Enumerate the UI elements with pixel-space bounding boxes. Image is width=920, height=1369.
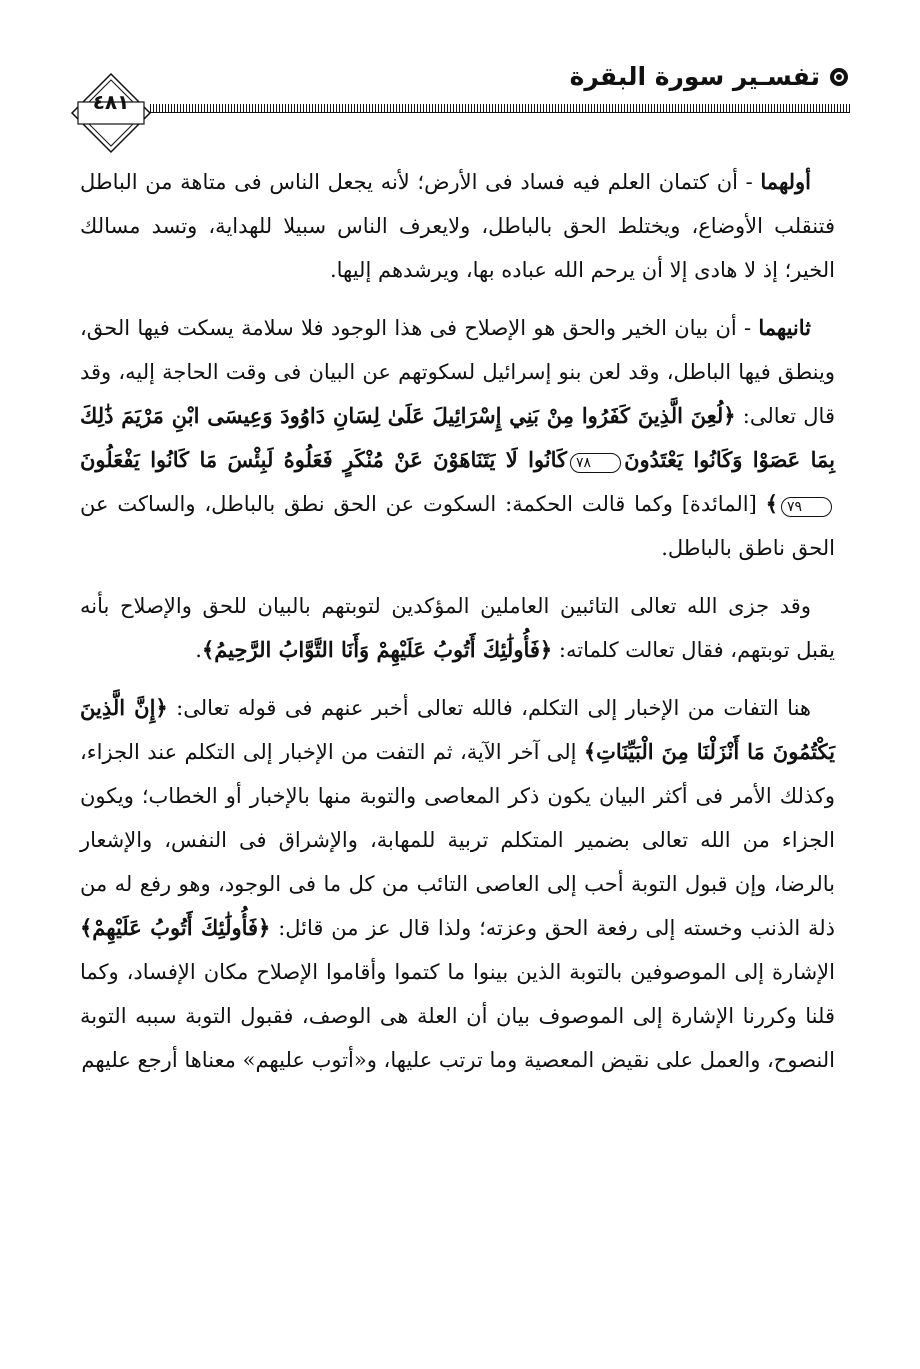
header-title-row (570, 62, 850, 91)
paragraph-lead: ثانيهما (758, 315, 811, 340)
quran-verse: ﴿لُعِنَ الَّذِينَ كَفَرُوا مِنْ بَنِي إِسْرَائِيلَ عَلَىٰ لِسَانِ دَاوُودَ وَعِيسَى ابْنِ مَرْيَمَ ذَٰلِكَ بِمَا عَصَوْا وَكَانُوا يَعْتَدُونَ (80, 403, 835, 472)
page-number: ٤٨١ (92, 90, 130, 114)
paragraph-1 (80, 160, 835, 292)
paragraph-4 (80, 686, 835, 1082)
paragraph-text: وقد جزى الله تعالى التائبين العاملين المؤكدين لتوبتهم بالبيان للحق والإصلاح بأنه يقبل توبتهم، فقال تعالت كلماته: (80, 594, 835, 662)
running-title: تفسـير سورة البقرة (569, 62, 820, 91)
ayah-number-marker: ٧٨ (570, 453, 621, 473)
paragraph-text: - أن كتمان العلم فيه فساد فى الأرض؛ لأنه يجعل الناس فى متاهة من الباطل فتنقلب الأوضاع، ويختلط الحق بالباطل، ولايعرف الناس سبيلا للهداية، وتسد مسالك الخير؛ إذ لا هادى إلا أن يرحم الله عباده بها، ويرشدهم إليها. (80, 170, 835, 282)
paragraph-text: - أن بيان الخير والحق هو الإصلاح فى هذا الوجود فلا سلامة يسكت فيها الحق، وينطق فيها الباطل، وقد لعن بنو إسرائيل لسكوتهم عن البيان فى وقت الحاجة إليه، وقد قال تعالى: (80, 316, 835, 428)
quran-verse: ﴿فَأُولَٰئِكَ أَتُوبُ عَلَيْهِمْ وَأَنَا التَّوَّابُ الرَّحِيمُ﴾ (201, 637, 553, 662)
verse-close-bracket: ﴾ (765, 491, 778, 516)
ayah-number-marker: ٧٩ (781, 497, 832, 517)
header-rule-line (150, 112, 850, 113)
paragraph-text: [المائدة] وكما قالت الحكمة: السكوت عن الحق نطق بالباطل، والساكت عن الحق ناطق بالباطل. (80, 492, 835, 560)
page-body (80, 160, 835, 1096)
paragraph-2 (80, 306, 835, 570)
paragraph-3 (80, 584, 835, 672)
paragraph-lead: أولهما (760, 169, 811, 194)
quran-verse: كَانُوا لَا يَتَنَاهَوْنَ عَنْ مُنْكَرٍ فَعَلُوهُ لَبِئْسَ مَا كَانُوا يَفْعَلُونَ (80, 447, 568, 472)
paragraph-text: إلى آخر الآية، ثم التفت من الإخبار إلى التكلم عند الجزاء، وكذلك الأمر فى أكثر البيان يكون ذكر المعاصى والتوبة منها بالإخبار أو الخطاب؛ ويكون الجزاء من الله تعالى بضمير المتكلم تربية للمهابة، والإشراق فى النفس، والإشعار بالرضا، وإن قبول التوبة أحب إلى العاصى التائب من كل ما فى الوجود، وهو رفع له من ذلة الذنب وخسته إلى رفعة الحق وعزته؛ ولذا قال عز من قائل: (80, 740, 836, 940)
header-rule (150, 104, 850, 112)
page-header (70, 50, 850, 160)
paragraph-text: الإشارة إلى الموصوفين بالتوبة الذين بينوا ما كتموا وأقاموا الإصلاح مكان الإفساد، وكما قلنا وكررنا الإشارة إلى الموصوف بيان أن العلة هى الوصف، فقبول التوبة سببه التوبة النصوح، والعمل على نقيض المعصية وما ترتب عليها، و«أتوب عليهم» معناها أرجع عليهم (80, 960, 835, 1072)
quran-verse: ﴿إِنَّ الَّذِينَ يَكْتُمُونَ مَا أَنْزَلْنَا مِنَ الْبَيِّنَاتِ﴾ (80, 695, 835, 764)
quran-verse: ﴿فَأُولَٰئِكَ أَتُوبُ عَلَيْهِمْ﴾ (80, 915, 271, 940)
paragraph-text: . (195, 638, 202, 662)
paragraph-text: هنا التفات من الإخبار إلى التكلم، فالله تعالى أخبر عنهم فى قوله تعالى: (167, 696, 811, 720)
ornament-icon (828, 66, 850, 88)
